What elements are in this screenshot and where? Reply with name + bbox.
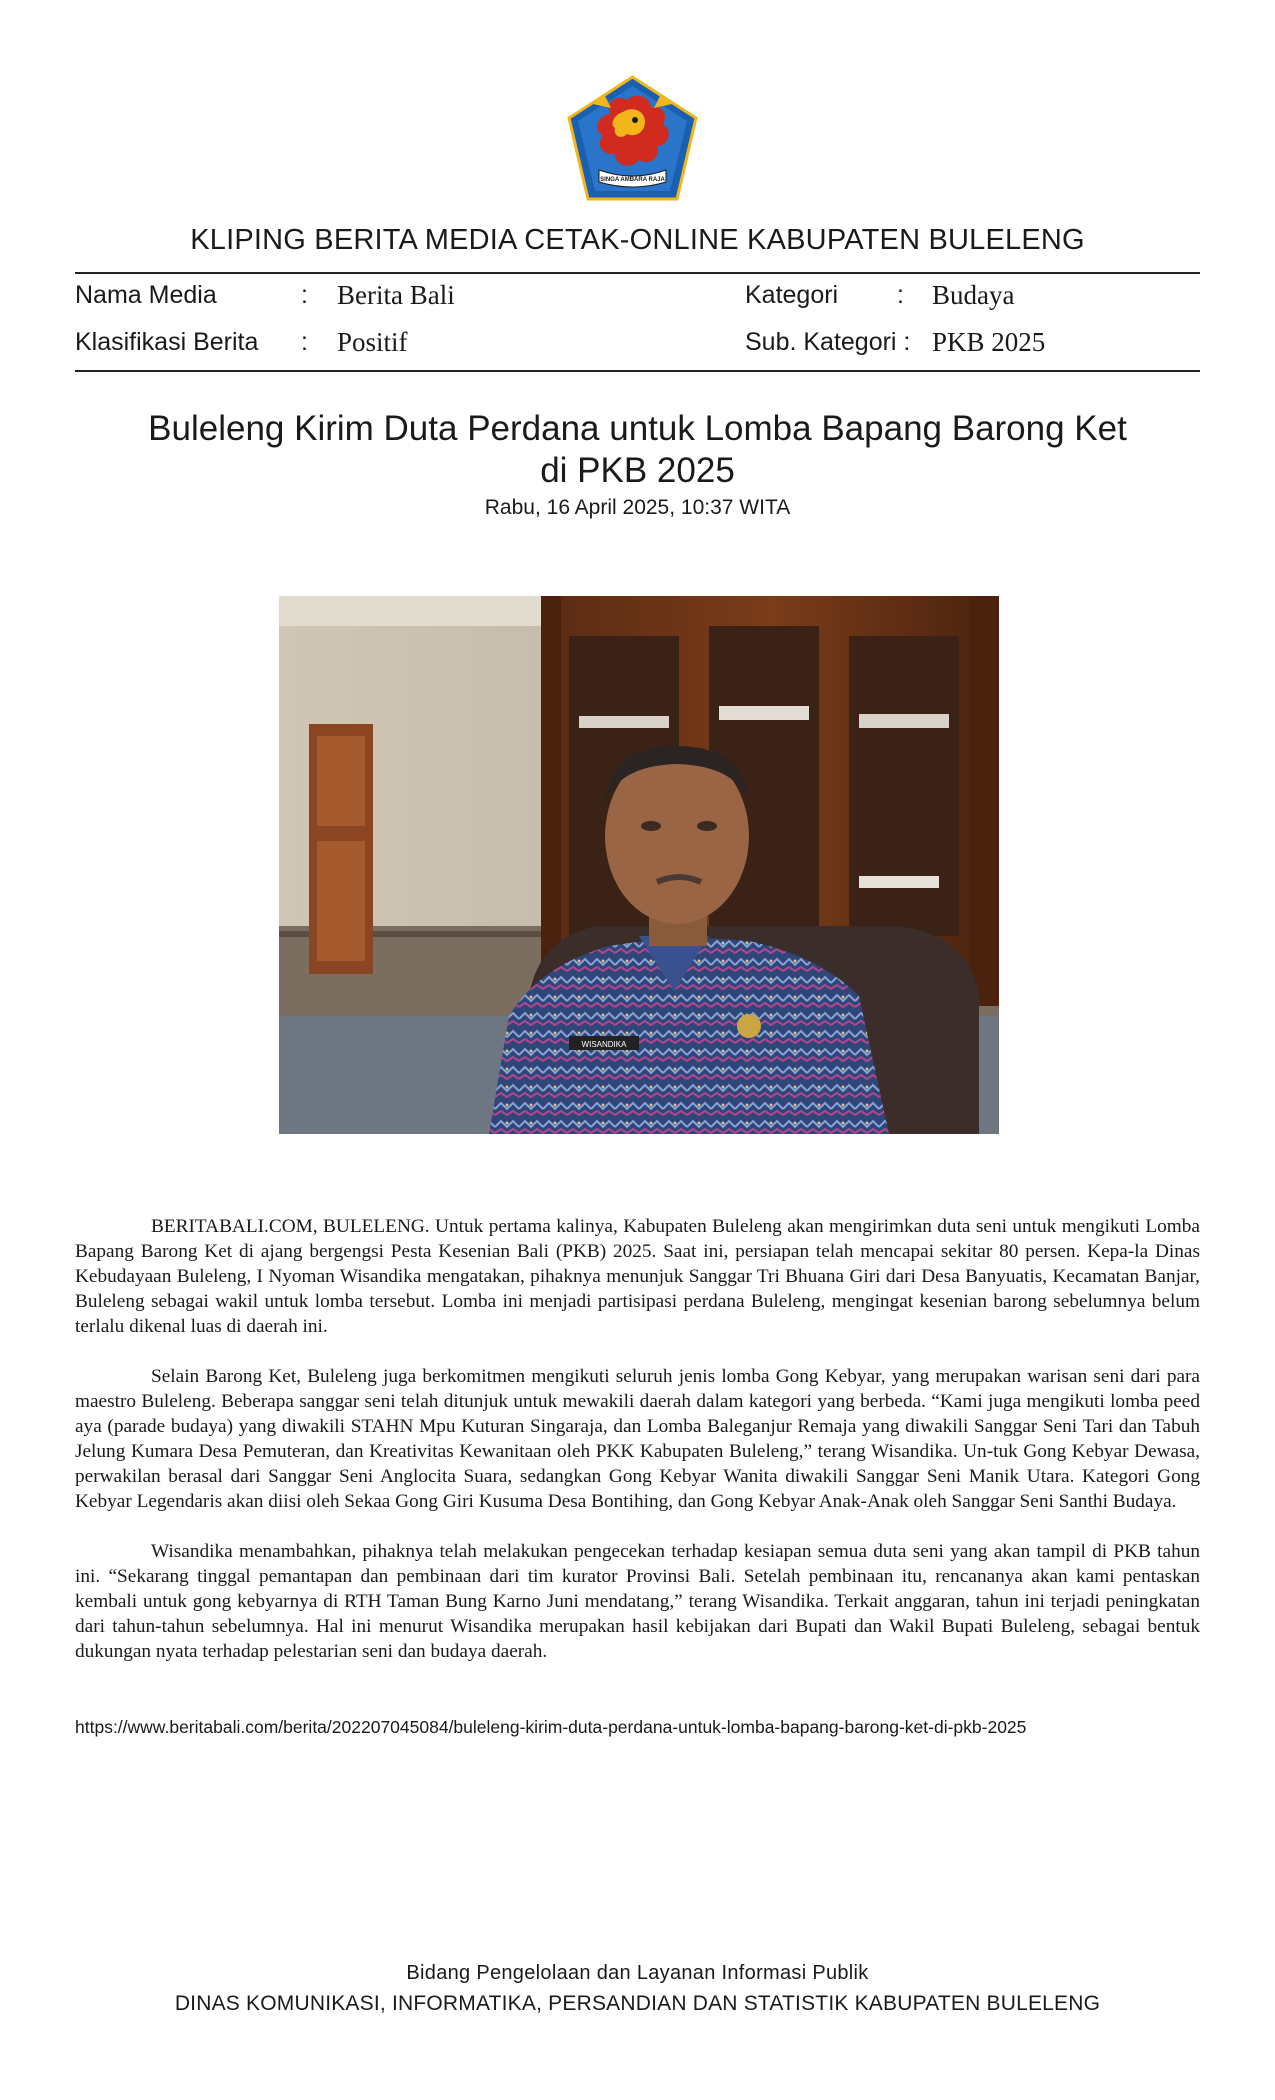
header-rule-top [75, 272, 1200, 274]
footer-agency: DINAS KOMUNIKASI, INFORMATIKA, PERSANDIAN DAN STATISTIK KABUPATEN BULELENG [174, 1992, 1101, 2015]
article-body [75, 1214, 1200, 1689]
media-label: Nama Media [75, 281, 217, 309]
article-paragraph: Wisandika menambahkan, pihaknya telah melakukan pengecekan terhadap kesiapan semua duta seni yang akan tampil di PKB tahun ini. “Sekarang tinggal pemantapan dan pembinaan dari tim kurator Provinsi Bali. Setelah pembinaan itu, rencananya akan kami pentaskan kembali untuk gong kebyarnya di RTH Taman Bung Karno Juni mendatang,” terang Wisandika. Terkait anggaran, tahun ini terjadi peningkatan dari tahun-tahun sebelumnya. Hal ini menurut Wisandika merupakan hasil kebijakan dari Bupati dan Wakil Bupati Buleleng, sebagai bentuk dukungan nyata terhadap pelestarian seni dan budaya daerah. [75, 1541, 1200, 1662]
article-title-line2: di PKB 2025 [540, 451, 735, 490]
article-photo [279, 596, 999, 1134]
subkategori-label: Sub. Kategori : [745, 328, 911, 356]
buleleng-logo [565, 74, 700, 204]
klasifikasi-separator: : [301, 328, 308, 356]
article-paragraph: Selain Barong Ket, Buleleng juga berkomitmen mengikuti seluruh jenis lomba Gong Kebyar, yang merupakan warisan seni dari para maestro Buleleng. Beberapa sanggar seni telah ditunjuk untuk mewakili daerah dalam kategori yang berbeda. “Kami juga mengikuti lomba peed aya (parade budaya) yang diwakili STAHN Mpu Kuturan Singaraja, dan Lomba Baleganjur Remaja yang diwakili Sanggar Seni Tari dan Tabuh Jelung Kumara Desa Pemuteran, dan Kreativitas Kewanitaan oleh PKK Kabupaten Buleleng,” terang Wisandika. Un-tuk Gong Kebyar Dewasa, perwakilan berasal dari Sanggar Seni Anglocita Suara, sedangkan Gong Kebyar Wanita diwakili Sanggar Seni Manik Utara. Kategori Gong Kebyar Legendaris akan diisi oleh Sekaa Gong Giri Kusuma Desa Bontihing, dan Gong Kebyar Anak-Anak oleh Sanggar Seni Santhi Budaya. [75, 1366, 1200, 1512]
media-separator: : [301, 281, 308, 309]
klasifikasi-value: Positif [337, 327, 408, 357]
klasifikasi-label: Klasifikasi Berita [75, 328, 259, 356]
kategori-label: Kategori [745, 281, 839, 309]
photo-nametag: WISANDIKA [581, 1040, 627, 1049]
logo-motto: SINGA AMBARA RAJA [600, 177, 665, 183]
kategori-separator: : [897, 281, 904, 309]
footer-division: Bidang Pengelolaan dan Layanan Informasi Publik [406, 1962, 869, 1984]
article-title [100, 408, 1175, 492]
article-paragraph: BERITABALI.COM, BULELENG. Untuk pertama kalinya, Kabupaten Buleleng akan mengirimkan duta seni untuk mengikuti Lomba Bapang Barong Ket di ajang bergengsi Pesta Kesenian Bali (PKB) 2025. Saat ini, persiapan telah mencapai sekitar 80 persen. Kepa-la Dinas Kebudayaan Buleleng, I Nyoman Wisandika mengatakan, pihaknya menunjuk Sanggar Tri Bhuana Giri dari Desa Banyuatis, Kecamatan Banjar, Buleleng sebagai wakil untuk lomba tersebut. Lomba ini menjadi partisipasi perdana Buleleng, mengingat kesenian barong sebelumnya belum terlalu dikenal luas di daerah ini. [75, 1216, 1200, 1337]
article-date: Rabu, 16 April 2025, 10:37 WITA [484, 496, 791, 519]
header-rule-bottom [75, 370, 1200, 372]
article-title-line1: Buleleng Kirim Duta Perdana untuk Lomba Bapang Barong Ket [148, 409, 1127, 448]
kategori-value: Budaya [932, 280, 1015, 310]
document-header-title: KLIPING BERITA MEDIA CETAK-ONLINE KABUPATEN BULELENG [190, 224, 1085, 256]
media-value: Berita Bali [337, 280, 455, 310]
subkategori-value: PKB 2025 [932, 327, 1046, 357]
source-url-link[interactable]: https://www.beritabali.com/berita/202207045084/buleleng-kirim-duta-perdana-untuk-lomba-bapang-barong-ket-di-pkb-2025 [75, 1717, 1027, 1737]
